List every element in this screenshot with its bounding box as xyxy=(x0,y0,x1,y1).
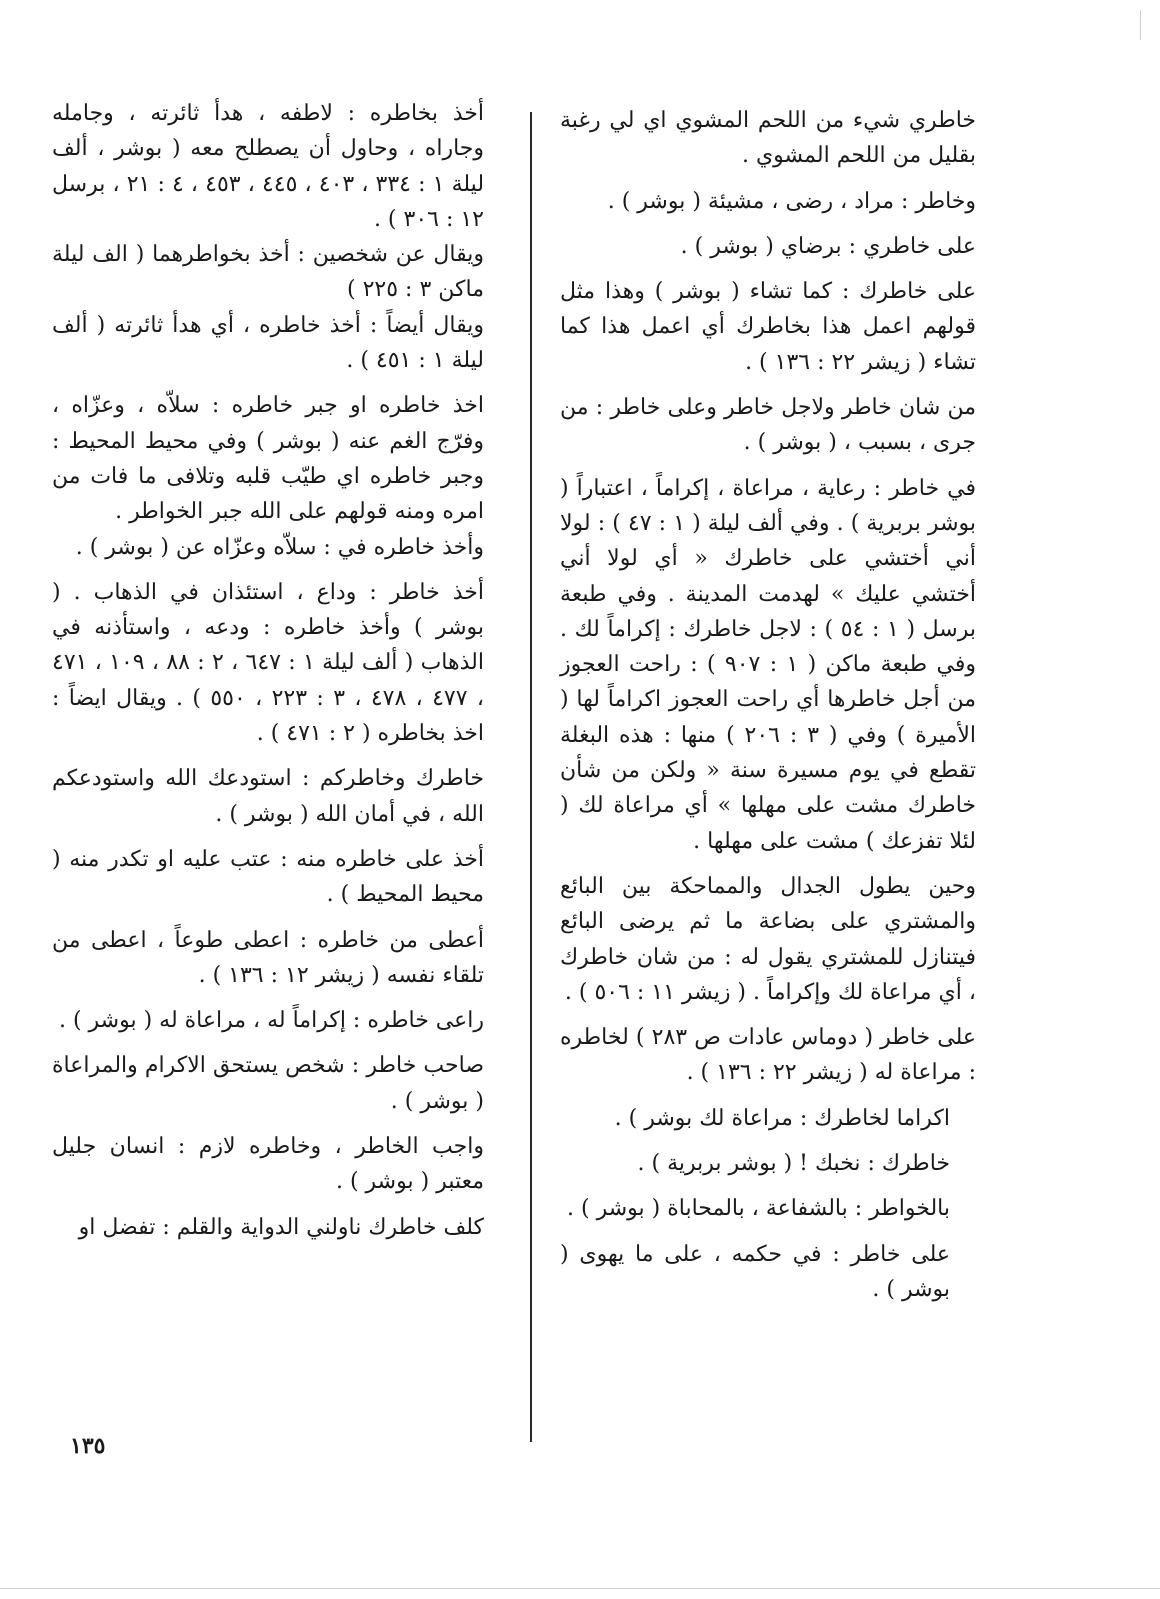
entry-paragraph: خاطرك : نخبك ! ( بوشر بربرية ) . xyxy=(637,1151,950,1177)
entry-paragraph: أخذ خاطر : وداع ، استئذان في الذهاب . ( بوشر ) وأخذ خاطره : ودعه ، واستأذنه في الذهاب ( ألف ليلة ١ : ٦٤٧ ، ٢ : ٨٨ ، ١٠٩ ، ٤٧١ ، ٤٧٧ ، ٤٧٨ ، ٣ : ٢٢٣ ، ٥٥٠ ) . ويقال ايضاً : اخذ بخاطره ( ٢ : ٤٧١ ) . xyxy=(52,579,484,747)
entry-paragraph: ويقال أيضاً : أخذ خاطره ، أي هدأ ثائرته ( ألف ليلة ١ : ٤٥١ ) . xyxy=(52,312,484,374)
entry-paragraph: من شان خاطر ولاجل خاطر وعلى خاطر : من جرى ، بسبب ، ( بوشر ) . xyxy=(560,395,976,456)
entry-paragraph: وأخذ خاطره في : سلاّه وعزّاه عن ( بوشر ) . xyxy=(75,534,484,560)
entry-paragraph: اكراما لخاطرك : مراعاة لك بوشر ) . xyxy=(614,1105,950,1131)
entry-paragraph: على خاطر ( دوماس عادات ص ٢٨٣ ) لخاطره : مراعاة له ( زيشر ٢٢ : ١٣٦ ) . xyxy=(560,1025,976,1086)
entry-paragraph: كلف خاطرك ناولني الدواية والقلم : تفضل او xyxy=(78,1214,484,1240)
entry-paragraph: راعى خاطره : إكراماً له ، مراعاة له ( بوشر ) . xyxy=(58,1008,484,1034)
entry-paragraph: وحين يطول الجدال والمماحكة بين البائع والمشتري على بضاعة ما ثم يرضى البائع فيتنازل للمشتري يقول له : من شان خاطرك ، أي مراعاة لك وإكراماً . ( زيشر ١١ : ٥٠٦ ) . xyxy=(560,873,976,1005)
entry-paragraph: صاحب خاطر : شخص يستحق الاكرام والمراعاة ( بوشر ) . xyxy=(52,1053,484,1114)
entry-paragraph: أعطى من خاطره : اعطى طوعاً ، اعطى من تلقاء نفسه ( زيشر ١٢ : ١٣٦ ) . xyxy=(52,927,484,988)
entry-paragraph: في خاطر : رعاية ، مراعاة ، إكراماً ، اعتباراً ( بوشر بربرية ) . وفي ألف ليلة ( ١ : ٤٧ ) : لولا أني أختشي على خاطرك « أي لولا أني أختشي عليك » لهدمت المدينة . وفي طبعة برسل ( ١ : ٥٤ ) : لاجل خاطرك : إكراماً لك . وفي طبعة ماكن ( ١ : ٩٠٧ ) : راحت العجوز من أجل خاطرها أي راحت العجوز اكراماً لها ( الأميرة ) وفي ( ٣ : ٢٠٦ ) منها : هذه البغلة تقطع في يوم مسيرة سنة « ولكن من شأن خاطرك مشت على مهلها » أي مراعاة لك ( لئلا تفزعك ) مشت على مهلها . xyxy=(560,475,976,854)
entry-paragraph: خاطرك وخاطركم : استودعك الله واستودعكم الله ، في أمان الله ( بوشر ) . xyxy=(52,766,484,827)
entry-paragraph: أخذ بخاطره : لاطفه ، هدأ ثائرته ، وجامله وجاراه ، وحاول أن يصطلح معه ( بوشر ، ألف ليلة ١ : ٣٣٤ ، ٤٠٣ ، ٤٤٥ ، ٤٥٣ ، ٤ : ٢١ ، برسل ١٢ : ٣٠٦ ) . xyxy=(52,101,485,232)
left-column xyxy=(52,96,484,1255)
entry-paragraph: خاطري شيء من اللحم المشوي اي لي رغبة بقليل من اللحم المشوي . xyxy=(560,108,976,169)
entry-paragraph: بالخواطر : بالشفاعة ، بالمحاباة ( بوشر ) . xyxy=(567,1196,950,1222)
entry-paragraph: على خاطري : برضاي ( بوشر ) . xyxy=(680,233,976,259)
right-column xyxy=(560,103,976,1317)
entry-paragraph: على خاطر : في حكمه ، على ما يهوى ( بوشر ) . xyxy=(560,1241,950,1302)
scan-edge-mark xyxy=(1140,10,1141,40)
scan-edge-mark xyxy=(0,1588,1160,1589)
entry-paragraph: وخاطر : مراد ، رضى ، مشيئة ( بوشر ) . xyxy=(607,188,976,214)
page-number: ١٣٥ xyxy=(70,1433,106,1459)
entry-paragraph: ويقال عن شخصين : أخذ بخواطرهما ( الف ليلة ماكن ٣ : ٢٢٥ ) xyxy=(52,242,484,303)
entry-paragraph: على خاطرك : كما تشاء ( بوشر ) وهذا مثل قولهم اعمل هذا بخاطرك أي اعمل هذا كما تشاء ( زيشر ٢٢ : ١٣٦ ) . xyxy=(560,279,976,375)
entry-paragraph: أخذ على خاطره منه : عتب عليه او تكدر منه ( محيط المحيط ) . xyxy=(52,846,484,908)
entry-paragraph: اخذ خاطره او جبر خاطره : سلاّه ، وعزّاه ، وفرّج الغم عنه ( بوشر ) وفي محيط المحيط : وجبر خاطره اي طيّب قلبه وتلافى ما فات من امره ومنه قولهم على الله جبر الخواطر . xyxy=(52,393,484,525)
column-divider xyxy=(530,112,532,1442)
entry-paragraph: واجب الخاطر ، وخاطره لازم : انسان جليل معتبر ( بوشر ) . xyxy=(52,1134,484,1195)
